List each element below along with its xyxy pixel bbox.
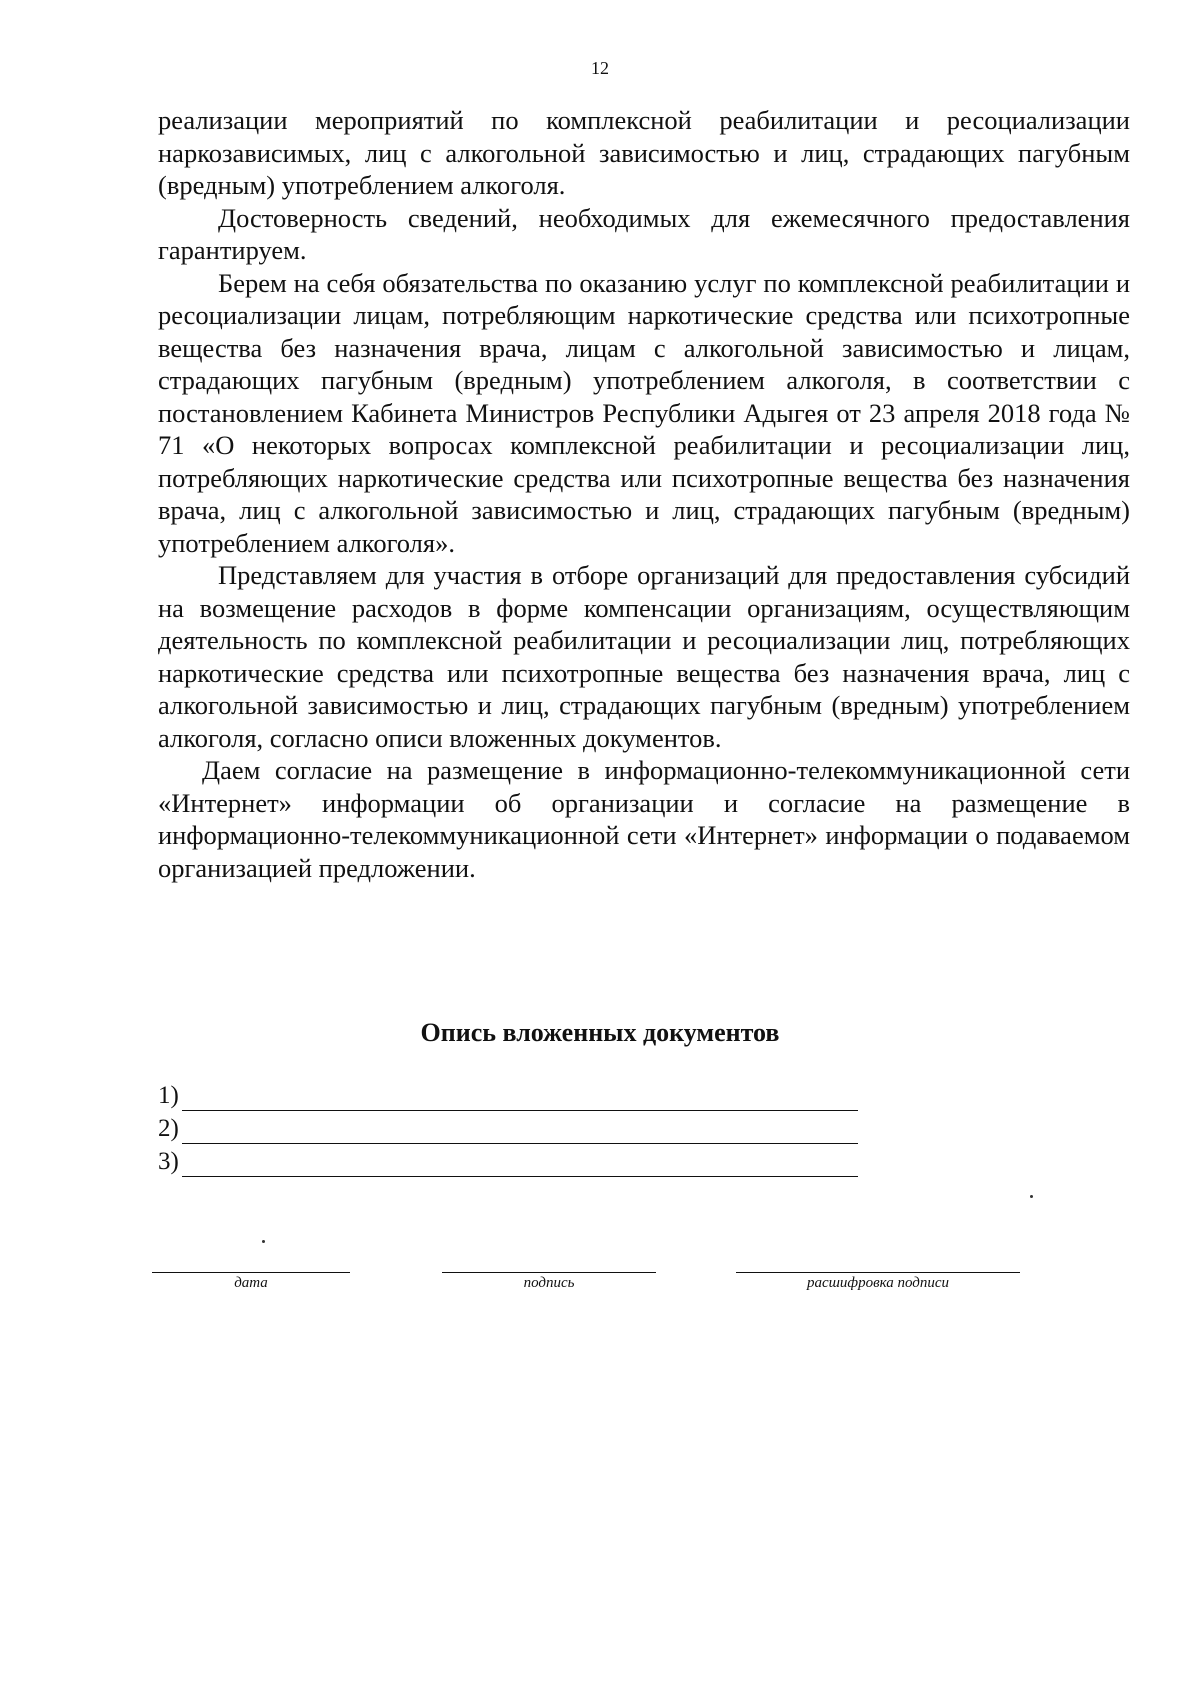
signature-label: подпись xyxy=(523,1275,575,1291)
page-number: 12 xyxy=(591,58,609,78)
date-field xyxy=(152,1270,350,1292)
inventory-item-number: 2) xyxy=(158,1115,179,1142)
inventory-item xyxy=(158,1148,858,1181)
inventory-item xyxy=(158,1115,858,1148)
paragraph-consent: Даем согласие на размещение в информационно-телекоммуникационной сети «Интернет» информации об организации и согласие на размещение в информационно-телекоммуникационной сети «Интернет» информации о подаваемом организацией предложении. xyxy=(158,755,1130,883)
scan-speck xyxy=(1030,1195,1033,1198)
body-text xyxy=(158,104,1130,884)
inventory-item-number: 3) xyxy=(158,1148,179,1175)
scan-speck xyxy=(262,1240,265,1243)
inventory-list xyxy=(158,1082,858,1181)
signature-decoding-label: расшифровка подписи xyxy=(806,1275,950,1291)
inventory-item-blank-line xyxy=(182,1110,858,1111)
inventory-item xyxy=(158,1082,858,1115)
date-label: дата xyxy=(234,1275,268,1291)
inventory-item-blank-line xyxy=(182,1176,858,1177)
signature-decoding-field xyxy=(736,1270,1020,1292)
paragraph-submission: Представляем для участия в отборе организаций для предоставления субсидий на возмещение расходов в форме компенсации организациям, осуществляющим деятельность по комплексной реабилитации и ресоциализации лиц, потребляющих наркотические средства или психотропные вещества без назначения врача, лиц с алкогольной зависимостью и лиц, страдающих пагубным (вредным) употреблением алкоголя, согласно описи вложенных документов. xyxy=(158,560,1130,753)
paragraph-reliability: Достоверность сведений, необходимых для ежемесячного предоставления гарантируем. xyxy=(158,202,1130,265)
inventory-item-number: 1) xyxy=(158,1082,179,1109)
date-blank-line xyxy=(152,1270,350,1273)
signature-blank-line xyxy=(442,1270,656,1273)
signature-decoding-blank-line xyxy=(736,1270,1020,1273)
inventory-item-blank-line xyxy=(182,1143,858,1144)
inventory-heading: Опись вложенных документов xyxy=(420,1018,780,1047)
paragraph-obligations: Берем на себя обязательства по оказанию услуг по комплексной реабилитации и ресоциализации лицам, потребляющим наркотические средства или психотропные вещества без назначения врача, лицам с алкогольной зависимостью и лицам, страдающих пагубным (вредным) употреблением алкоголя, в соответствии с постановлением Кабинета Министров Республики Адыгея от 23 апреля 2018 года № 71 «О некоторых вопросах комплексной реабилитации и ресоциализации лиц, потребляющих наркотические средства или психотропные вещества без назначения врача, лиц с алкогольной зависимостью и лиц, страдающих пагубным (вредным) употреблением алкоголя». xyxy=(158,267,1130,558)
signature-field xyxy=(442,1270,656,1292)
paragraph-continuation: реализации мероприятий по комплексной реабилитации и ресоциализации наркозависимых, лиц с алкогольной зависимостью и лиц, страдающих пагубным (вредным) употреблением алкоголя. xyxy=(158,105,1130,200)
